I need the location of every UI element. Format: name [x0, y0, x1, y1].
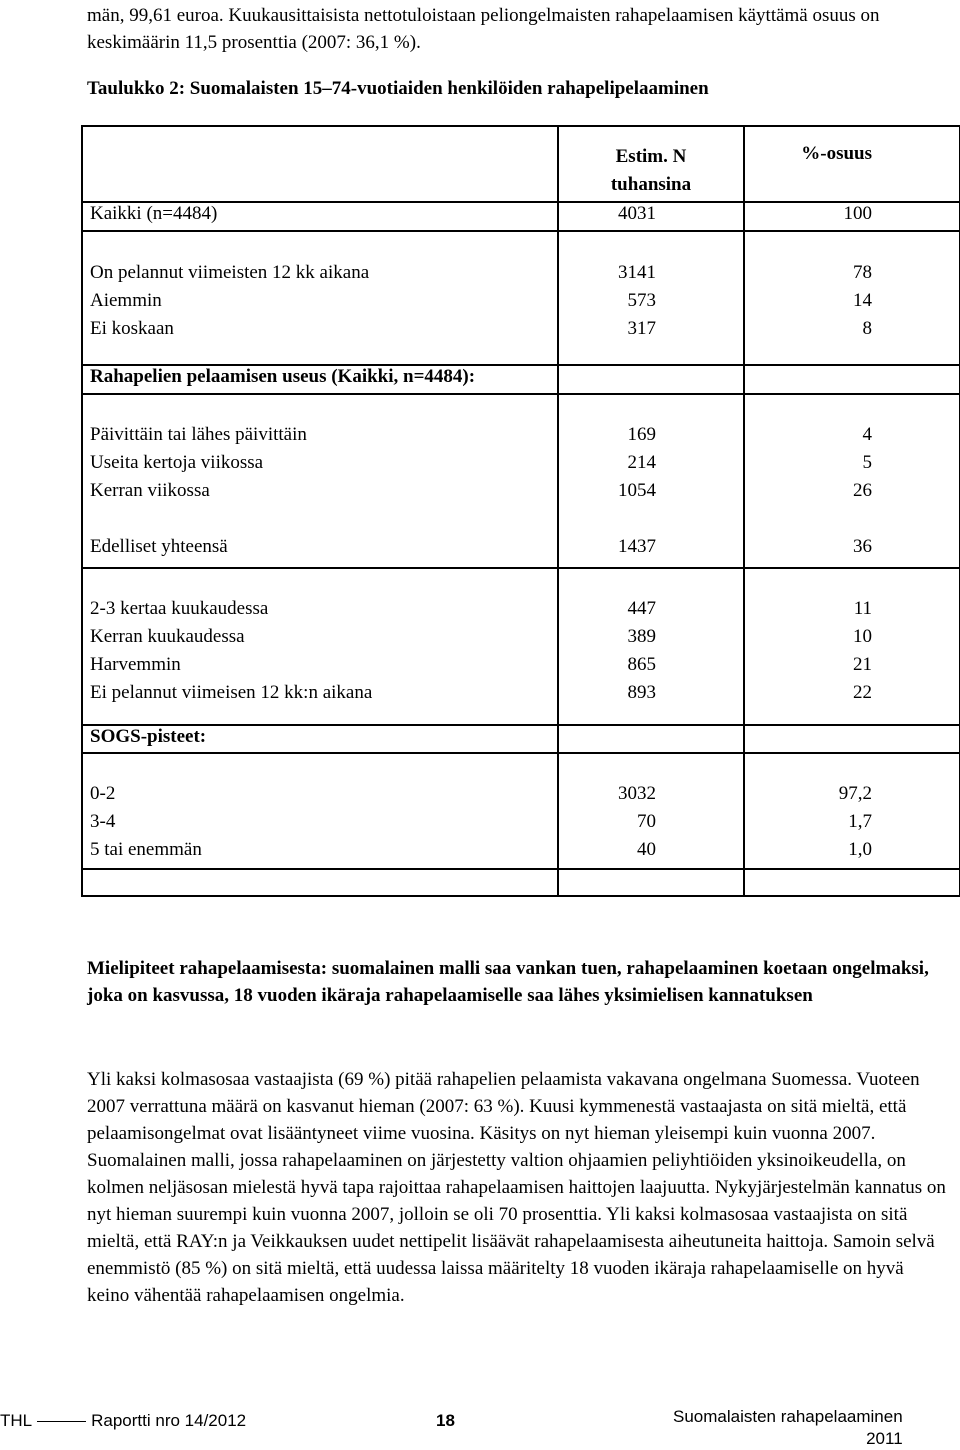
table-cell: [744, 725, 960, 754]
row-pct: 14: [853, 290, 872, 312]
table-footer-row: [82, 869, 960, 896]
column-header-pct: %-osuus: [744, 126, 960, 202]
row-n: 3032: [618, 783, 656, 805]
body-paragraph: Yli kaksi kolmasosaa vastaajista (69 %) pitää rahapelien pelaamista vakavana ongelmana Suomessa. Vuoteen 2007 verrattuna määrä on kasvanut hieman (2007: 63 %). Kuusi kymmenestä vastaajasta on sitä mieltä, että pelaamisongelmat ovat lisääntyneet viime vuosina. Käsitys on nyt hieman yleisempi kuin vuonna 2007. Suomalainen malli, jossa rahapelaaminen on järjestetty valtion ohjaamien peliyhtiöiden yksinoikeudella, on kolmen neljäsosan mielestä hyvä tapa rajoittaa rahapelaamisen haittojen laajuutta. Nykyjärjestelmän kannatus on nyt hieman suurempi kuin vuonna 2007, jolloin se oli 70 prosenttia. Yli kaksi kolmasosaa vastaajista on sitä mieltä, että RAY:n ja Veikkauksen uudet nettipelit lisäävät rahapelaamisesta aiheutuneita haittoja. Samoin selvä enemmistö (85 %) on sitä mieltä, että uudessa laissa määritelty 18 vuoden ikäraja rahapelaamiselle on hyvä keino vähentää rahapelaamisen ongelmia.: [87, 1069, 946, 1306]
row-label: Aiemmin: [90, 290, 162, 312]
row-n: 4031: [558, 202, 744, 231]
table-title: Taulukko 2: Suomalaisten 15–74-vuotiaiden henkilöiden rahapelipelaaminen: [87, 78, 709, 99]
table-group-played: [82, 231, 960, 365]
row-n: 40: [637, 839, 656, 861]
table-group-sogs: [82, 753, 960, 869]
group-pct: [744, 394, 960, 567]
subtotal-pct: 36: [853, 536, 872, 558]
row-n: 214: [627, 452, 656, 474]
row-label: 5 tai enemmän: [90, 839, 202, 861]
table-header-row: [82, 126, 960, 202]
statistics-table: [81, 125, 960, 897]
group-pct: [744, 753, 960, 869]
row-label: Harvemmin: [90, 653, 181, 675]
table-cell: [744, 365, 960, 394]
group-n: [558, 394, 744, 567]
row-n: 70: [637, 811, 656, 833]
group-labels: [82, 231, 558, 365]
group-labels: [82, 568, 558, 725]
frequency-header: Rahapelien pelaamisen useus (Kaikki, n=4484):: [82, 365, 558, 394]
row-label: Useita kertoja viikossa: [90, 452, 264, 474]
row-pct: 11: [853, 597, 872, 619]
table-cell: [558, 725, 744, 754]
sogs-header: SOGS-pisteet:: [82, 725, 558, 754]
row-label: 2-3 kertaa kuukaudessa: [90, 597, 269, 619]
subtotal-n: 1437: [618, 536, 656, 558]
subtotal-label: Edelliset yhteensä: [90, 536, 228, 558]
footer-doc-title: [673, 1406, 903, 1450]
row-pct: 22: [853, 681, 872, 703]
footer-doc-title-line1: Suomalaisten rahapelaaminen: [673, 1407, 903, 1426]
group-labels: [82, 753, 558, 869]
row-pct: 21: [853, 653, 872, 675]
table-group-monthly: [82, 568, 960, 725]
frequency-header-row: [82, 365, 960, 394]
group-n: [558, 568, 744, 725]
footer-report: [0, 1411, 246, 1431]
table-cell: [558, 365, 744, 394]
row-n: 317: [627, 318, 656, 340]
row-n: 893: [627, 681, 656, 703]
group-pct: [744, 231, 960, 365]
row-label: Ei koskaan: [90, 318, 174, 340]
row-label: 3-4: [90, 811, 116, 833]
table-cell: [744, 869, 960, 896]
table-group-frequency: [82, 394, 960, 567]
row-label: 0-2: [90, 783, 116, 805]
row-pct: 78: [853, 262, 872, 284]
row-label: Kaikki (n=4484): [82, 202, 558, 231]
footer-report-number: Raportti nro 14/2012: [91, 1411, 247, 1430]
row-pct: 100: [744, 202, 960, 231]
row-n: 573: [627, 290, 656, 312]
row-pct: 8: [862, 318, 872, 340]
column-header-n-line2: tuhansina: [610, 174, 692, 195]
row-label: Ei pelannut viimeisen 12 kk:n aikana: [90, 681, 373, 703]
row-n: 1054: [618, 480, 656, 502]
group-labels: [82, 394, 558, 567]
sogs-header-row: [82, 725, 960, 754]
table-cell: [82, 126, 558, 202]
row-n: 865: [627, 653, 656, 675]
row-label: On pelannut viimeisten 12 kk aikana: [90, 262, 370, 284]
row-label: Päivittäin tai lähes päivittäin: [90, 424, 307, 446]
table-row-total: [82, 202, 960, 231]
row-pct: 1,7: [848, 811, 872, 833]
group-n: [558, 753, 744, 869]
row-pct: 5: [862, 452, 872, 474]
row-label: Kerran kuukaudessa: [90, 625, 245, 647]
row-pct: 97,2: [838, 783, 872, 805]
footer-dash: [37, 1421, 86, 1422]
row-n: 3141: [618, 262, 656, 284]
row-pct: 4: [862, 424, 872, 446]
footer-doc-title-line2: 2011: [866, 1429, 903, 1448]
row-pct: 26: [853, 480, 872, 502]
section-heading: Mielipiteet rahapelaamisesta: suomalainen malli saa vankan tuen, rahapelaaminen koetaan ongelmaksi, joka on kasvussa, 18 vuoden ikäraja rahapelaamiselle saa lähes yksimielisen kannatuksen: [87, 958, 929, 1006]
footer-org: THL: [0, 1411, 33, 1430]
intro-paragraph: män, 99,61 euroa. Kuukausittaisista nettotuloistaan peliongelmaisten rahapelaamisen käyttämä osuus on keskimäärin 11,5 prosenttia (2007: 36,1 %).: [87, 5, 880, 53]
row-pct: 1,0: [848, 839, 872, 861]
page-number: 18: [436, 1411, 455, 1430]
group-n: [558, 231, 744, 365]
group-pct: [744, 568, 960, 725]
row-label: Kerran viikossa: [90, 480, 210, 502]
table-cell: [558, 869, 744, 896]
column-header-n: [558, 126, 744, 202]
row-n: 389: [627, 625, 656, 647]
column-header-n-line1: Estim. N: [615, 146, 687, 167]
row-pct: 10: [853, 625, 872, 647]
row-n: 447: [627, 597, 656, 619]
table-cell: [82, 869, 558, 896]
row-n: 169: [627, 424, 656, 446]
